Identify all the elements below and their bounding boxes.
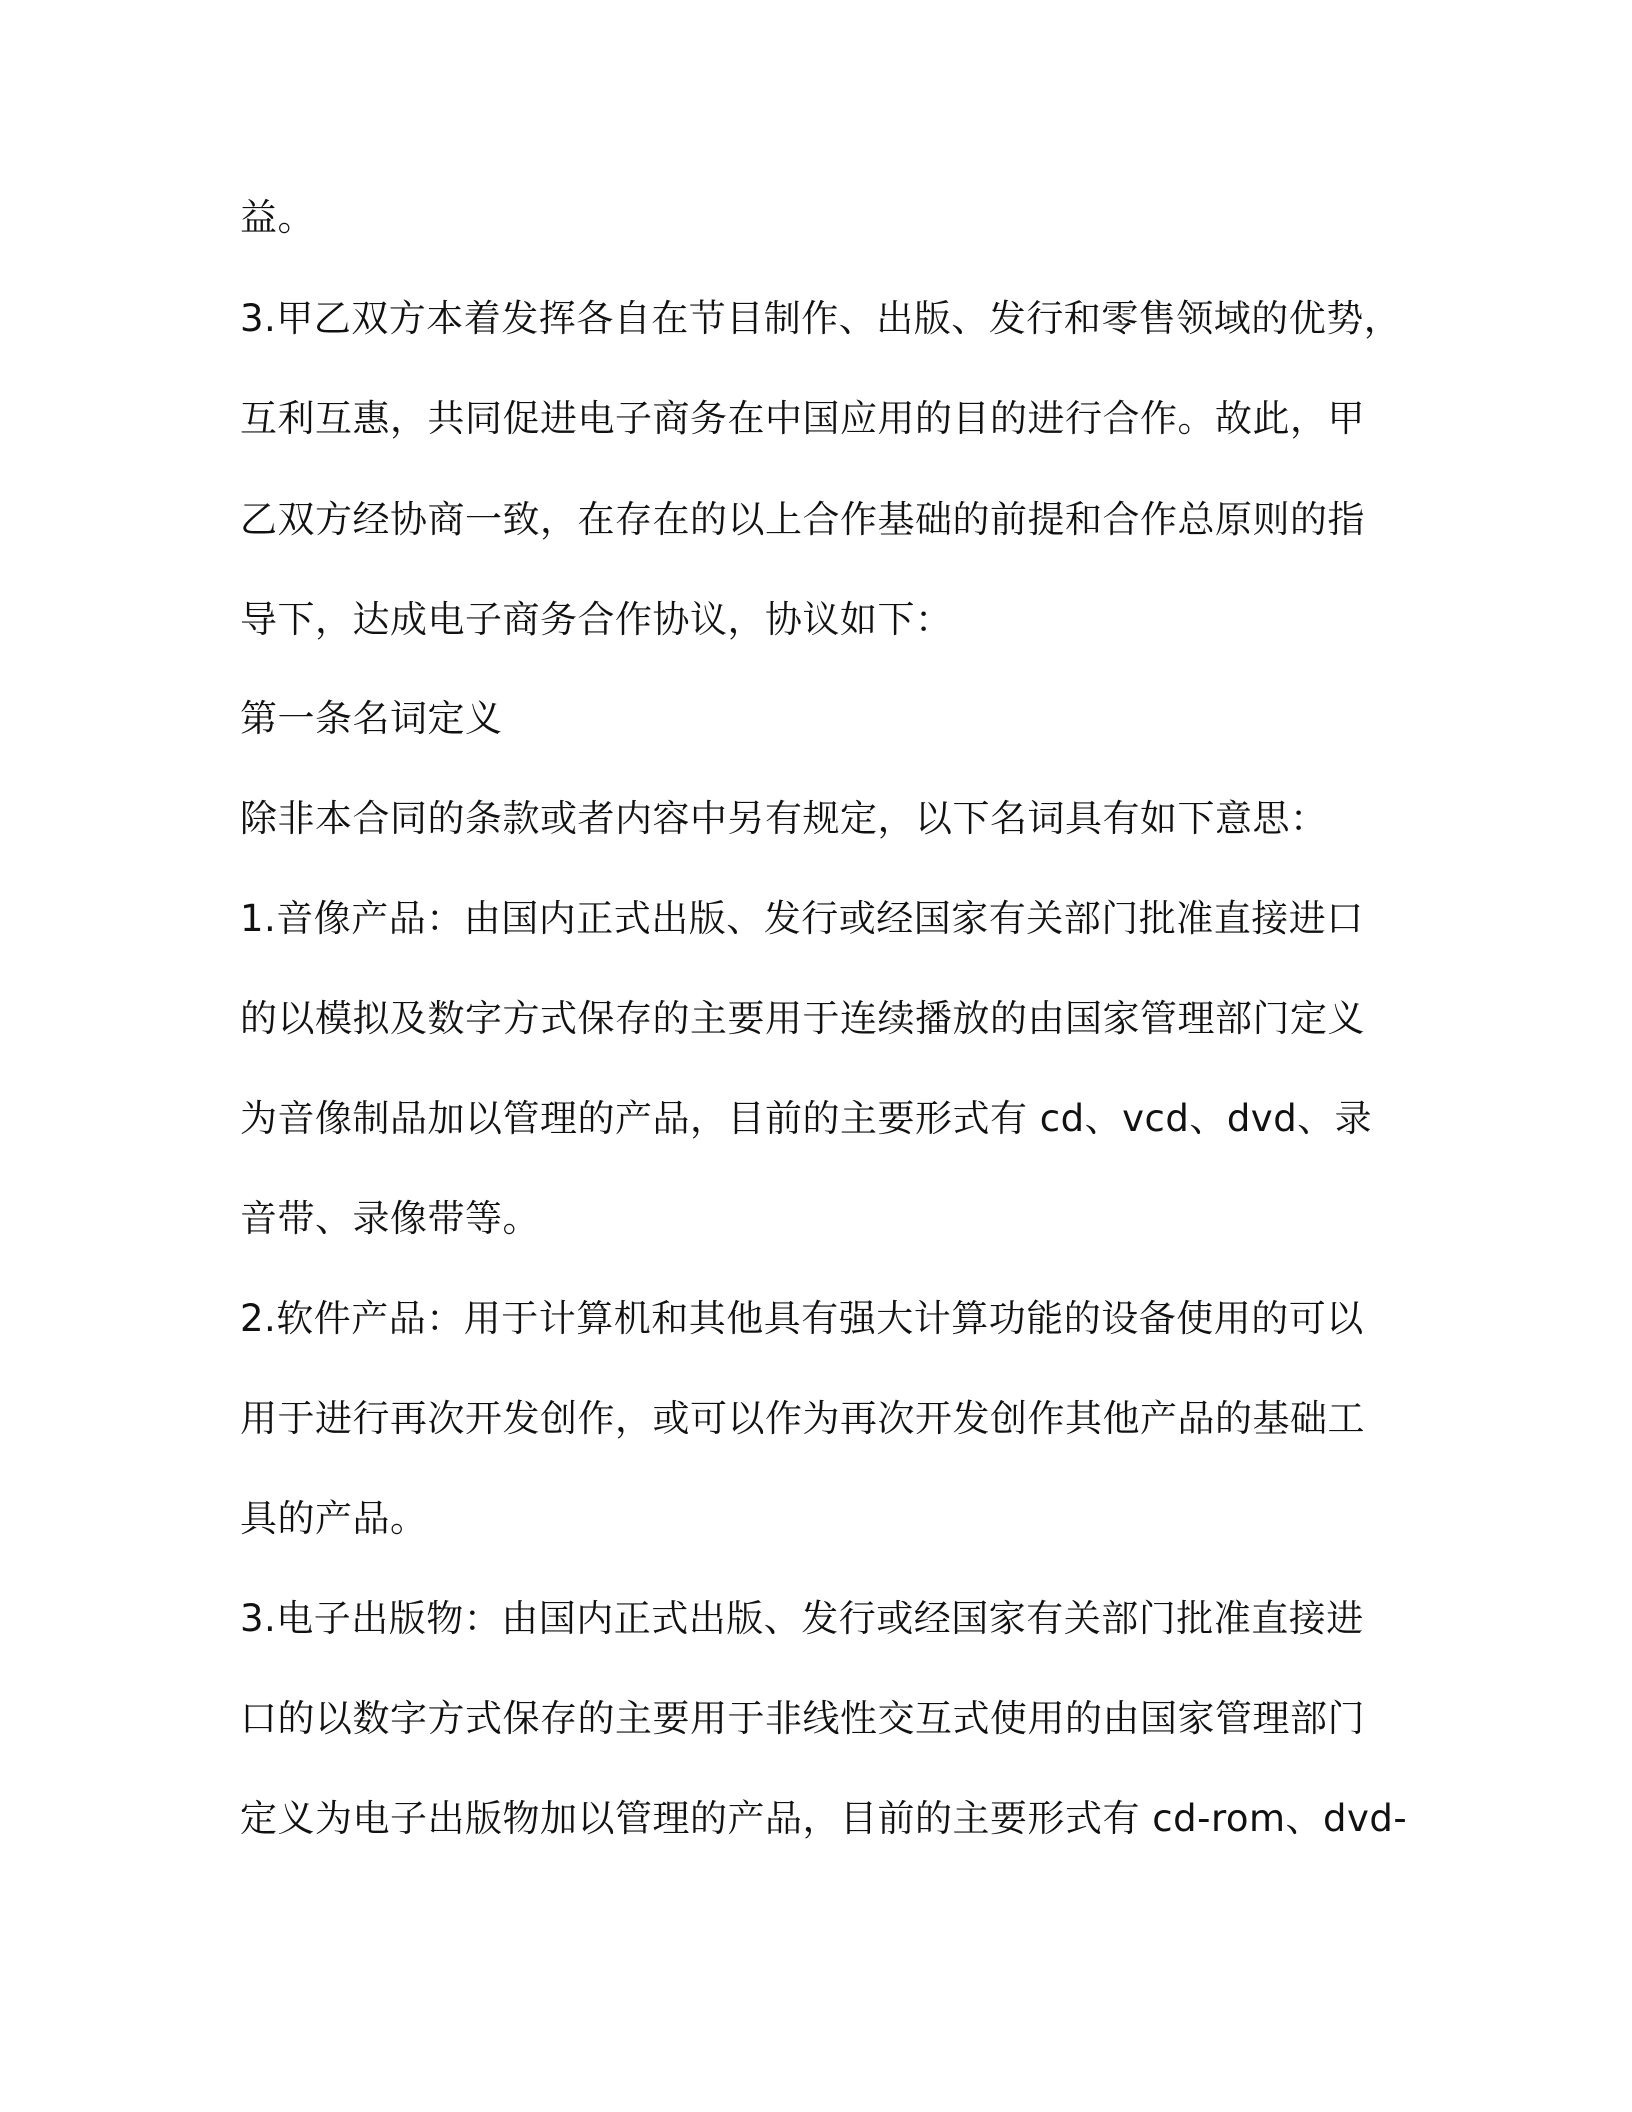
paragraph-line: 3.电子出版物：由国内正式出版、发行或经国家有关部门批准直接进	[240, 1597, 1364, 1640]
paragraph-line: 用于进行再次开发创作，或可以作为再次开发创作其他产品的基础工	[240, 1397, 1365, 1440]
paragraph-line: 具的产品。	[240, 1497, 428, 1540]
paragraph-line: 1.音像产品：由国内正式出版、发行或经国家有关部门批准直接进口	[240, 897, 1364, 940]
paragraph-line: 益。	[240, 196, 315, 239]
paragraph-line: 3.甲乙双方本着发挥各自在节目制作、出版、发行和零售领域的优势，	[240, 297, 1402, 340]
paragraph-line: 为音像制品加以管理的产品，目前的主要形式有 cd、vcd、dvd、录	[240, 1097, 1373, 1140]
paragraph-line: 乙双方经协商一致，在存在的以上合作基础的前提和合作总原则的指	[240, 498, 1365, 541]
paragraph-line: 2.软件产品：用于计算机和其他具有强大计算功能的设备使用的可以	[240, 1297, 1364, 1340]
paragraph-line: 除非本合同的条款或者内容中另有规定，以下名词具有如下意思：	[240, 797, 1328, 840]
paragraph-line: 导下，达成电子商务合作协议，协议如下：	[240, 598, 953, 641]
paragraph-line: 互利互惠，共同促进电子商务在中国应用的目的进行合作。故此，甲	[240, 397, 1365, 440]
paragraph-line: 定义为电子出版物加以管理的产品，目前的主要形式有 cd-rom、dvd-	[240, 1797, 1408, 1840]
paragraph-line: 的以模拟及数字方式保存的主要用于连续播放的由国家管理部门定义	[240, 997, 1365, 1040]
paragraph-line: 音带、录像带等。	[240, 1197, 540, 1240]
section-heading: 第一条名词定义	[240, 697, 503, 740]
paragraph-line: 口的以数字方式保存的主要用于非线性交互式使用的由国家管理部门	[240, 1697, 1365, 1740]
